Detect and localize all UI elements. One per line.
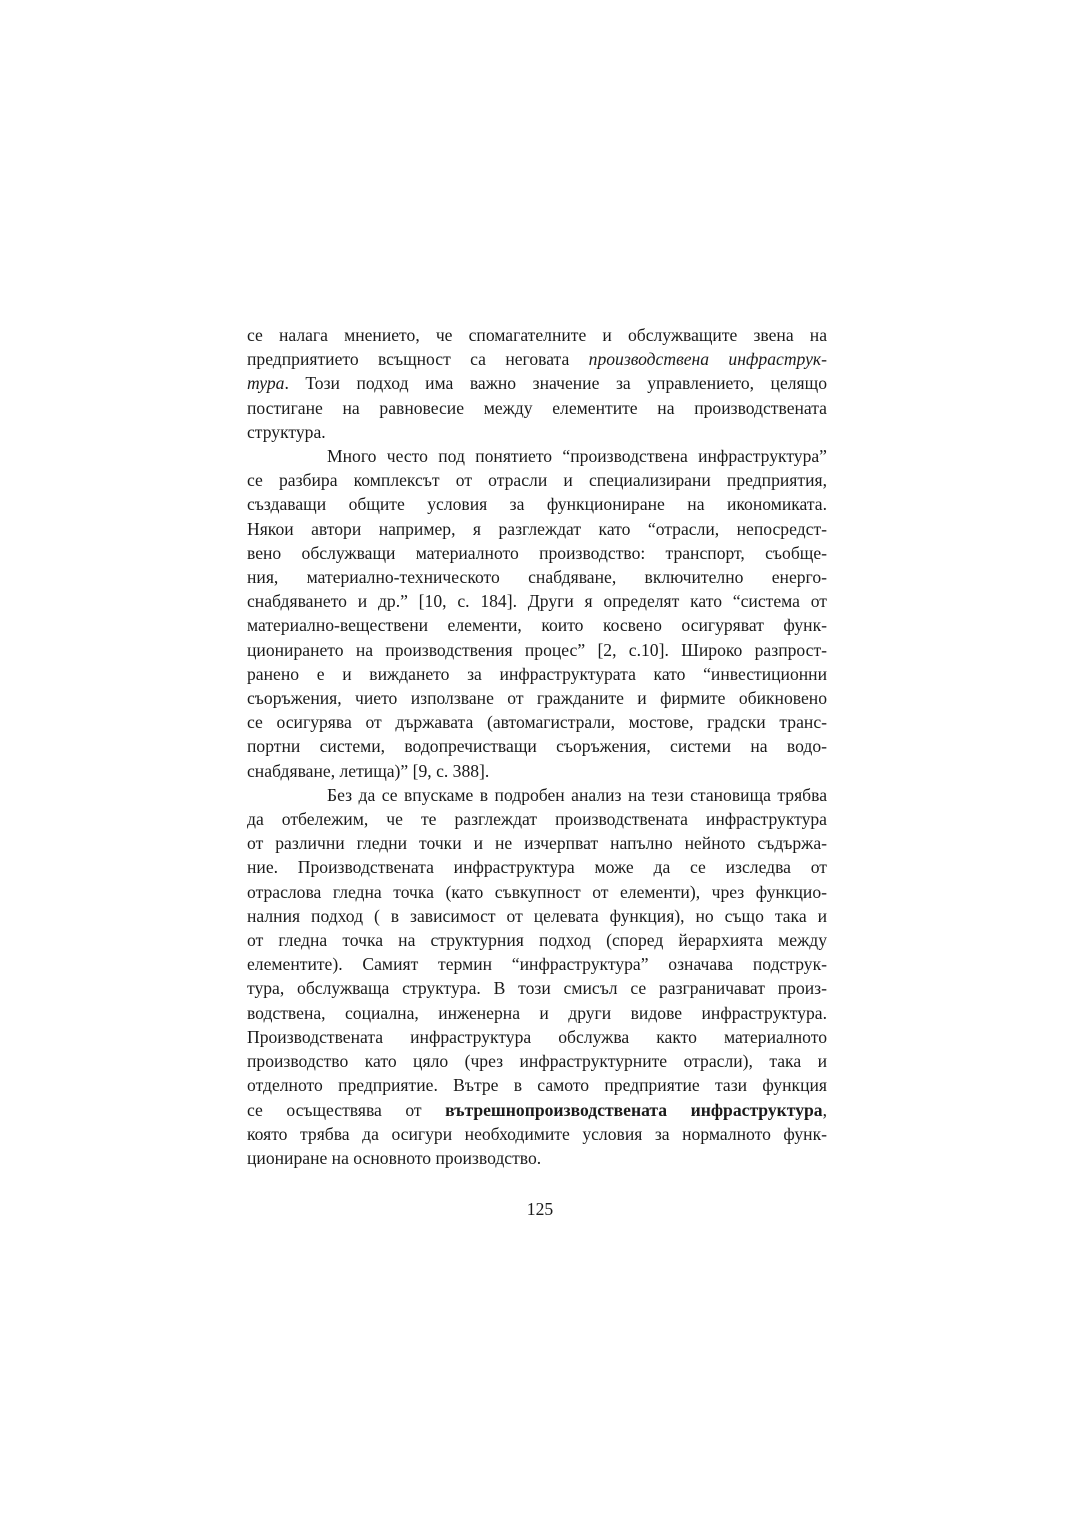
text-line xyxy=(247,1098,827,1122)
paragraph-3 xyxy=(247,783,827,1170)
text-run: отраслова гледна точка (като съвкупност от елементи), чрез функцио- xyxy=(247,881,827,902)
text-line xyxy=(247,1146,827,1170)
text-line xyxy=(247,807,827,831)
text-run: се осъществява от xyxy=(247,1099,446,1120)
text-line xyxy=(247,565,827,589)
text-run: елементите). Самият термин “инфраструктура” означава подструк- xyxy=(247,954,827,975)
text-line xyxy=(247,880,827,904)
text-run: налния подход ( в зависимост от целевата функция), но също така и xyxy=(247,905,827,926)
text-run: . Този подход има важно значение за управлението, целящо xyxy=(284,373,827,394)
text-run: ния, материално-техническото снабдяване, включително енерго- xyxy=(247,567,827,588)
text-run: съоръжения, чието използване от гражданите и фирмите обикновено xyxy=(247,688,827,709)
paragraph-1 xyxy=(247,323,827,444)
text-run: Много често под понятието “производствена инфраструктура” xyxy=(327,446,827,467)
text-run: материално-веществени елементи, които косвено осигуряват функ- xyxy=(247,615,827,636)
text-run: да отбележим, че те разглеждат производствената инфраструктура xyxy=(247,809,827,830)
text-line xyxy=(247,686,827,710)
text-run: водствена, социална, инженерна и други видове инфраструктура. xyxy=(247,1002,827,1023)
text-line xyxy=(247,662,827,686)
text-line xyxy=(247,613,827,637)
text-line xyxy=(247,831,827,855)
italic-term: производствена инфраструк- xyxy=(588,349,827,370)
text-line xyxy=(247,1049,827,1073)
text-line xyxy=(247,734,827,758)
text-line xyxy=(247,420,827,444)
text-run: ционирането на производствения процес” [2, с.10]. Широко разпрост- xyxy=(247,639,827,660)
text-run: тура, обслужваща структура. В този смисъл се разграничават произ- xyxy=(247,978,827,999)
text-line xyxy=(247,928,827,952)
text-line xyxy=(247,517,827,541)
body-text xyxy=(247,323,827,1170)
text-line xyxy=(247,541,827,565)
text-line xyxy=(247,759,827,783)
text-run: снабдяване, летища)” [9, с. 388]. xyxy=(247,760,490,781)
text-line xyxy=(247,710,827,734)
text-run: Производствената инфраструктура обслужва както материалното xyxy=(247,1026,827,1047)
text-run: структура. xyxy=(247,421,326,442)
text-line xyxy=(247,638,827,662)
text-line xyxy=(247,444,827,468)
text-line xyxy=(247,371,827,395)
bold-term: вътрешнопроизводствената инфраструктура xyxy=(445,1099,823,1120)
text-run: създаващи общите условия за функциониране на икономиката. xyxy=(247,494,827,515)
text-run: отделното предприятие. Вътре в самото предприятие тази функция xyxy=(247,1075,827,1096)
text-run: Без да се впускаме в подробен анализ на тези становища трябва xyxy=(327,784,827,805)
text-run: постигане на равновесие между елементите на производствената xyxy=(247,397,827,418)
text-line xyxy=(247,855,827,879)
text-line xyxy=(247,1025,827,1049)
text-run: предприятието всъщност са неговата xyxy=(247,349,589,370)
text-run: от гледна точка на структурния подход (според йерархията между xyxy=(247,930,827,951)
text-line xyxy=(247,1122,827,1146)
text-run: снабдяването и др.” [10, с. 184]. Други я определят като “система от xyxy=(247,591,827,612)
text-line xyxy=(247,492,827,516)
text-line xyxy=(247,952,827,976)
text-run: портни системи, водопречистващи съоръжения, системи на водо- xyxy=(247,736,827,757)
text-line xyxy=(247,1073,827,1097)
text-run: Някои автори например, я разглеждат като “отрасли, непосредст- xyxy=(247,518,827,539)
text-run: , xyxy=(822,1099,827,1120)
text-line xyxy=(247,589,827,613)
text-line xyxy=(247,1001,827,1025)
text-run: ние. Производствената инфраструктура може да се изследва от xyxy=(247,857,827,878)
text-run: се разбира комплексът от отрасли и специализирани предприятия, xyxy=(247,470,827,491)
text-line xyxy=(247,347,827,371)
text-run: ранено е и виждането за инфраструктурата като “инвестиционни xyxy=(247,663,827,684)
text-run: се осигурява от държавата (автомагистрали, мостове, градски транс- xyxy=(247,712,827,733)
text-run: която трябва да осигури необходимите условия за нормалното функ- xyxy=(247,1123,827,1144)
text-line xyxy=(247,904,827,928)
text-run: производство като цяло (чрез инфраструктурните отрасли), така и xyxy=(247,1051,827,1072)
page-number: 125 xyxy=(526,1199,554,1219)
italic-term: тура xyxy=(247,373,285,394)
text-run: от различни гледни точки и не изчерпват напълно нейното съдържа- xyxy=(247,833,827,854)
paragraph-2 xyxy=(247,444,827,783)
text-line xyxy=(247,323,827,347)
text-run: се налага мнението, че спомагателните и обслужващите звена на xyxy=(247,325,827,345)
text-line xyxy=(247,396,827,420)
text-run: циониране на основното производство. xyxy=(247,1147,542,1168)
text-line xyxy=(247,976,827,1000)
text-run: вено обслужващи материалното производство: транспорт, съобще- xyxy=(247,542,827,563)
text-line xyxy=(247,783,827,807)
text-line xyxy=(247,468,827,492)
